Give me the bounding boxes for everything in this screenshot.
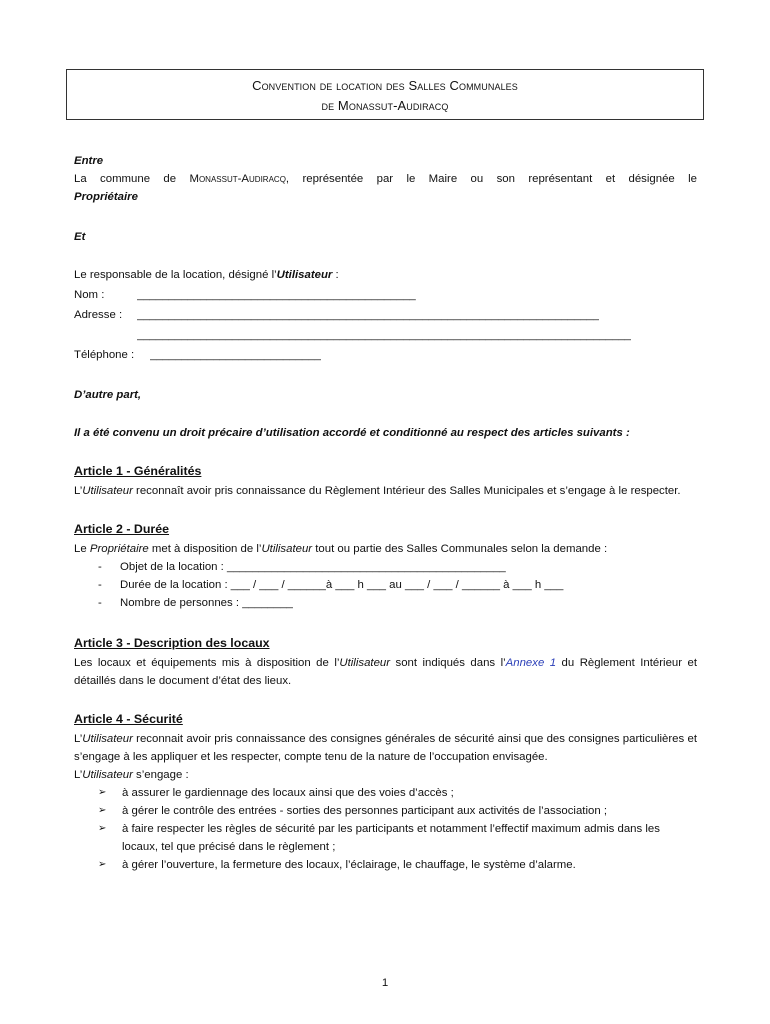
- commune-text-b: , représentée par le Maire ou son représentant et désignée le: [285, 173, 697, 185]
- adresse-row-2: [74, 326, 697, 344]
- article-2-title: Article 2 - Durée: [74, 522, 170, 536]
- responsable-text-b: :: [332, 269, 339, 281]
- telephone-field[interactable]: ___________________________: [150, 349, 322, 361]
- et-label: Et: [74, 231, 86, 243]
- objet-location-field[interactable]: Objet de la location : ____________________________________________: [120, 561, 506, 573]
- nombre-personnes-field[interactable]: Nombre de personnes : ________: [120, 597, 293, 609]
- title-line-1: Convention de location des Salles Communales: [252, 78, 518, 93]
- article-2-text: Le Propriétaire met à disposition de l’Utilisateur tout ou partie des Salles Communales selon la demande :: [74, 543, 608, 555]
- responsable-text-a: Le responsable de la location, désigné l’: [74, 269, 277, 281]
- autre-part-label: D’autre part,: [74, 389, 142, 401]
- utilisateur-term: Utilisateur: [261, 543, 313, 555]
- nom-label: Nom :: [74, 289, 105, 301]
- list-item: ➢ à gérer l’ouverture, la fermeture des locaux, l’éclairage, le chauffage, le système d’alarme.: [74, 856, 697, 874]
- utilisateur-term: Utilisateur: [82, 769, 133, 781]
- commune-name: Monassut-Audiracq: [189, 173, 286, 185]
- utilisateur-term: Utilisateur: [276, 269, 333, 281]
- list-item: ➢ à assurer le gardiennage des locaux ainsi que des voies d’accès ;: [74, 784, 697, 802]
- list-item: ➢ à faire respecter les règles de sécurité par les participants et notamment l’effectif maximum admis dans les locaux, tel que précisé dans le règlement ;: [74, 820, 697, 856]
- convenu-statement: Il a été convenu un droit précaire d’utilisation accordé et conditionné au respect des articles suivants :: [74, 427, 630, 439]
- arrow-bullet-icon: ➢: [98, 823, 107, 834]
- duree-location-field[interactable]: Durée de la location : ___ / ___ / ______à ___ h ___ au ___ / ___ / ______ à ___ h ___: [120, 579, 564, 591]
- title-line-2: de Monassut-Audiracq: [321, 98, 449, 113]
- responsable-paragraph: [74, 266, 697, 284]
- nom-row: [74, 286, 697, 304]
- list-item: ➢ à gérer le contrôle des entrées - sorties des personnes participant aux activités de l’association ;: [74, 802, 697, 820]
- arrow-bullet-icon: ➢: [98, 787, 107, 798]
- arrow-bullet-icon: ➢: [98, 859, 107, 870]
- adresse-field-1[interactable]: _________________________________________________________________________: [137, 309, 600, 321]
- entre-label: Entre: [74, 155, 104, 167]
- article-2-list: [74, 558, 697, 612]
- adresse-field-2[interactable]: ______________________________________________________________________________: [137, 329, 632, 341]
- arrow-bullet-icon: ➢: [98, 805, 107, 816]
- commune-paragraph: [74, 170, 697, 188]
- document-body: [74, 152, 697, 874]
- article-3-text: Les locaux et équipements mis à disposition de l’Utilisateur sont indiqués dans l’Annexe 1 du Règlement Intérieur et détaillés dans le document d’état des lieux.: [74, 657, 697, 687]
- adresse-row: [74, 306, 697, 324]
- article-4-title: Article 4 - Sécurité: [74, 712, 183, 726]
- article-4-text: L’Utilisateur reconnait avoir pris connaissance des consignes générales de sécurité ainsi que des consignes particulières et s’engage à les appliquer et les respecter, compte tenu de la nature de l’occupation envisagée.: [74, 733, 697, 763]
- list-item: - Objet de la location : ____________________________________________: [74, 558, 697, 576]
- title-box: [66, 69, 704, 120]
- telephone-label: Téléphone :: [74, 349, 135, 361]
- commune-text-a: La commune de: [74, 173, 190, 185]
- article-4-engage: L’Utilisateur s’engage :: [74, 769, 189, 781]
- article-1-text: L’Utilisateur reconnaît avoir pris connaissance du Règlement Intérieur des Salles Municipales et s’engage à le respecter.: [74, 485, 681, 497]
- article-3-title: Article 3 - Description des locaux: [74, 636, 270, 650]
- telephone-row: [74, 346, 697, 364]
- utilisateur-term: Utilisateur: [82, 733, 133, 745]
- proprietaire-term: Propriétaire: [89, 543, 149, 555]
- article-4-list: [74, 784, 697, 874]
- list-item: - Nombre de personnes : ________: [74, 594, 697, 612]
- proprietaire-label: Propriétaire: [74, 191, 138, 203]
- nom-field[interactable]: ____________________________________________: [137, 289, 416, 301]
- annexe-1-link[interactable]: Annexe 1: [505, 657, 557, 669]
- article-1-title: Article 1 - Généralités: [74, 464, 202, 478]
- page-number: 1: [381, 977, 389, 989]
- utilisateur-term: Utilisateur: [82, 485, 133, 497]
- list-item: - Durée de la location : ___ / ___ / ______à ___ h ___ au ___ / ___ / ______ à ___ h ___: [74, 576, 697, 594]
- adresse-label: Adresse :: [74, 309, 123, 321]
- utilisateur-term: Utilisateur: [339, 657, 391, 669]
